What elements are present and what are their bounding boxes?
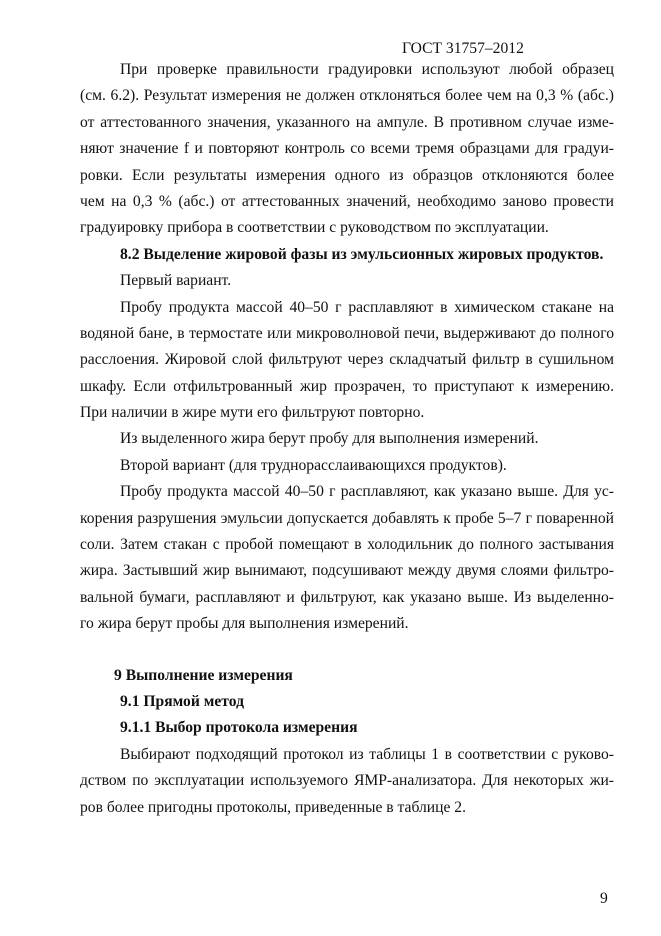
text-line: ровки. Если результаты измерения одного из образцов отклоняются более xyxy=(80,166,614,184)
text-line: чем на 0,3 % (абс.) от аттестованных значений, необходимо заново провести xyxy=(80,192,614,210)
document-header: ГОСТ 31757–2012 xyxy=(402,40,524,57)
text-line: При наличии в жире мути его фильтруют повторно. xyxy=(80,404,425,422)
text-line: няют значение f и повторяют контроль со всеми тремя образцами для градуи- xyxy=(80,140,614,158)
text-line: вальной бумаги, расплавляют и фильтруют, как указано выше. Из выделенно- xyxy=(80,588,614,606)
text-line: ров более пригодны протоколы, приведенные в таблице 2. xyxy=(80,798,467,816)
text-line: от аттестованного значения, указанного на ампуле. В противном случае изме- xyxy=(80,113,614,131)
paragraph-calibration-check xyxy=(80,57,614,242)
paragraph-take-sample: Из выделенного жира берут пробу для выполнения измерений. xyxy=(120,430,539,448)
text-line: соли. Затем стакан с пробой помещают в холодильник до полного застывания xyxy=(80,536,614,554)
section-spacer xyxy=(80,638,614,663)
paragraph-second-variant-procedure xyxy=(80,479,614,637)
text-line: корения разрушения эмульсии допускается добавлять к пробе 5–7 г поваренной xyxy=(80,509,614,527)
paragraph-protocol-selection xyxy=(80,742,614,821)
text-line: водяной бане, в термостате или микроволновой печи, выдерживают до полного xyxy=(80,324,614,342)
text-line: Пробу продукта массой 40–50 г расплавляют, как указано выше. Для ус- xyxy=(120,483,614,501)
text-line: дством по эксплуатации используемого ЯМР-анализатора. Для некоторых жи- xyxy=(80,772,614,790)
section-heading-9-1: 9.1 Прямой метод xyxy=(120,692,244,710)
text-line: Выбирают подходящий протокол из таблицы 1 в соответствии с руково- xyxy=(120,745,614,763)
page-number: 9 xyxy=(600,890,608,907)
text-line: При проверке правильности градуировки используют любой образец xyxy=(120,61,614,78)
text-line: го жира берут пробы для выполнения измерений. xyxy=(80,615,409,633)
section-heading-8-2: 8.2 Выделение жировой фазы из эмульсионных жировых продуктов. xyxy=(120,245,604,263)
text-line: шкафу. Если отфильтрованный жир прозрачен, то приступают к измерению. xyxy=(80,377,614,395)
paragraph-first-variant: Первый вариант. xyxy=(120,272,232,290)
text-line: Пробу продукта массой 40–50 г расплавляют в химическом стакане на xyxy=(120,298,614,316)
text-line: жира. Застывший жир вынимают, подсушивают между двумя слоями фильтро- xyxy=(80,562,614,580)
section-heading-9-1-1: 9.1.1 Выбор протокола измерения xyxy=(120,719,358,737)
text-line: градуировку прибора в соответствии с руководством по эксплуатации. xyxy=(80,219,549,237)
section-heading-9: 9 Выполнение измерения xyxy=(114,666,293,684)
text-line: расслоения. Жировой слой фильтруют через складчатый фильтр в сушильном xyxy=(80,351,614,369)
paragraph-first-variant-procedure xyxy=(80,295,614,427)
text-line: (см. 6.2). Результат измерения не должен отклоняться более чем на 0,3 % (абс.) xyxy=(80,87,614,105)
document-body xyxy=(80,57,614,821)
paragraph-second-variant: Второй вариант (для труднорасслаивающихся продуктов). xyxy=(120,456,507,474)
